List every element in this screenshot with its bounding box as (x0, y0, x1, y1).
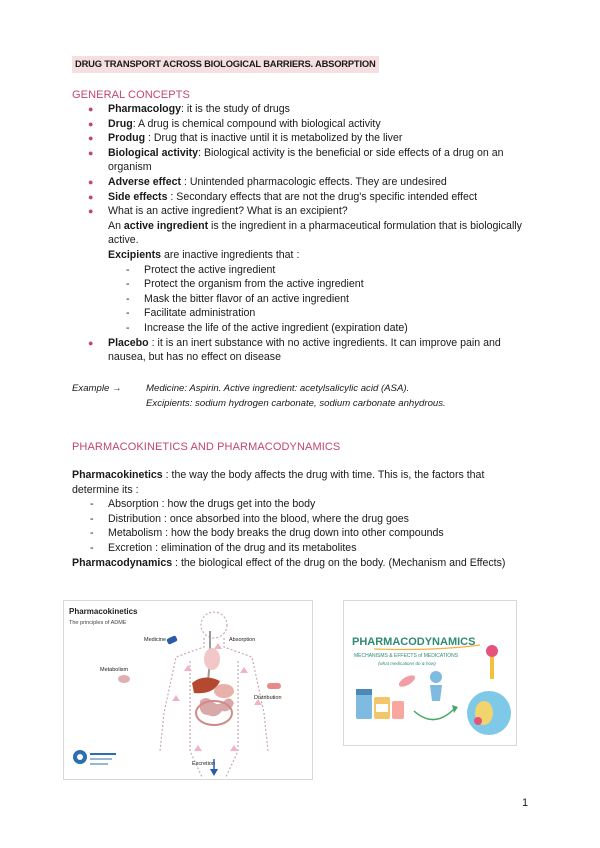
document-title: DRUG TRANSPORT ACROSS BIOLOGICAL BARRIERS. ABSORPTION (72, 56, 379, 73)
bullet-icon: ● (88, 176, 94, 187)
list-item: - Protect the organism from the active ingredient (126, 278, 364, 291)
figure2-title: PHARMACODYNAMICS (352, 636, 476, 648)
list-item: - Metabolism : how the body breaks the drug down into other compounds (90, 527, 444, 540)
absorption-label: Absorption (229, 637, 256, 643)
capsule-bottle-icon (392, 701, 404, 719)
general-concepts-list (72, 102, 532, 365)
list-item: - Mask the bitter flavor of an active ingredient (126, 292, 349, 305)
list-item: ● Biological activity: Biological activity is the beneficial or side effects of a drug on an organism (88, 146, 504, 174)
adme-list (72, 497, 532, 555)
example-label: Example → (72, 383, 122, 394)
figure1-title: Pharmacokinetics (69, 607, 138, 616)
figure2-subtitle: MECHANISMS & EFFECTS of MEDICATIONS (354, 653, 459, 659)
lung-icon (204, 648, 220, 670)
list-item-placebo: ● Placebo : it is an inert substance with no active ingredients. It can improve pain and nausea, but has no effect on disease (88, 336, 501, 364)
pkpd-section (72, 468, 532, 570)
list-item: - Distribution : once absorbed into the blood, where the drug goes (90, 512, 409, 525)
bullet-icon: ● (88, 191, 94, 202)
active-ingredient-definition: An active ingredient is the ingredient in a pharmaceutical formulation that is biologically active. (108, 219, 522, 247)
pharmacodynamics-illustration (344, 601, 516, 745)
stomach-icon (214, 684, 234, 698)
excipients-definition: Excipients are inactive ingredients that : (108, 248, 300, 261)
bullet-icon: ● (88, 337, 94, 348)
person-icon (430, 671, 442, 683)
pharmacokinetics-illustration (64, 601, 312, 779)
list-item: ● Produg : Drug that is inactive until it is metabolized by the liver (88, 132, 403, 145)
bullet-icon: ● (88, 133, 94, 144)
excipient-list (108, 263, 532, 336)
list-item: ● Side effects : Secondary effects that are not the drug's specific intended effect (88, 190, 478, 203)
list-item: - Facilitate administration (126, 307, 256, 320)
list-item: - Excretion : elimination of the drug and its metabolites (90, 541, 357, 554)
excretion-label: Excretion (192, 761, 215, 767)
metabolism-liver-small-icon (118, 675, 130, 683)
list-item: ● Adverse effect : Unintended pharmacologic effects. They are undesired (88, 175, 447, 188)
example-line-1: Medicine: Aspirin. Active ingredient: acetylsalicylic acid (ASA). (146, 383, 410, 394)
pill-icon (397, 673, 417, 689)
figure1-subtitle: The principles of ADME (69, 620, 127, 626)
example-line-2: Excipients: sodium hydrogen carbonate, sodium carbonate anhydrous. (146, 397, 446, 409)
distribution-capsule-icon (267, 683, 281, 689)
pharmacokinetics-definition: Pharmacokinetics : the way the body affects the drug with time. This is, the factors that determine its : (72, 469, 485, 496)
pharmacokinetics-figure (63, 600, 313, 780)
bullet-icon: ● (88, 147, 94, 158)
figure2-caption: (what medications do & how) (378, 661, 436, 666)
list-item: ● Drug: A drug is chemical compound with biological activity (88, 117, 381, 130)
pharmacodynamics-figure (343, 600, 517, 746)
publisher-logo-icon (73, 750, 116, 765)
list-item: - Increase the life of the active ingredient (expiration date) (126, 321, 408, 334)
pill-bottle-icon (356, 693, 372, 719)
bullet-icon: ● (88, 104, 94, 114)
excretion-arrow-icon (210, 769, 218, 776)
medicine-pill-icon (166, 635, 178, 645)
metabolism-label: Metabolism (100, 667, 129, 673)
effect-arrow-icon (414, 709, 454, 720)
list-item-question: ● What is an active ingredient? What is an excipient? An active ingredient is the ingredient in a pharmaceutical formulation that is biologically active. Excipients are inactive ingredients that : - Protect the active ingredient - Protect the organism from the active ingredient - Mask the bitter flavor of an active ingredient - Facilitate administration - Increase the life of the active ingredient (expiration date) (72, 204, 532, 335)
distribution-label: Distribution (254, 695, 282, 701)
bullet-icon: ● (88, 206, 94, 217)
list-item: - Absorption : how the drugs get into the body (90, 498, 316, 511)
receptor-ligand-icon (486, 645, 498, 657)
pkpd-heading: PHARMACOKINETICS AND PHARMACODYNAMICS (72, 441, 341, 453)
list-item: ● Pharmacology: it is the study of drugs (88, 103, 290, 115)
general-concepts-heading: GENERAL CONCEPTS (72, 89, 190, 101)
medicine-label: Medicine (144, 637, 167, 643)
bullet-icon: ● (88, 118, 94, 129)
list-item: - Protect the active ingredient (126, 263, 276, 276)
page-number: 1 (522, 797, 529, 809)
pharmacodynamics-definition: Pharmacodynamics : the biological effect of the drug on the body. (Mechanism and Effects) (72, 556, 506, 569)
